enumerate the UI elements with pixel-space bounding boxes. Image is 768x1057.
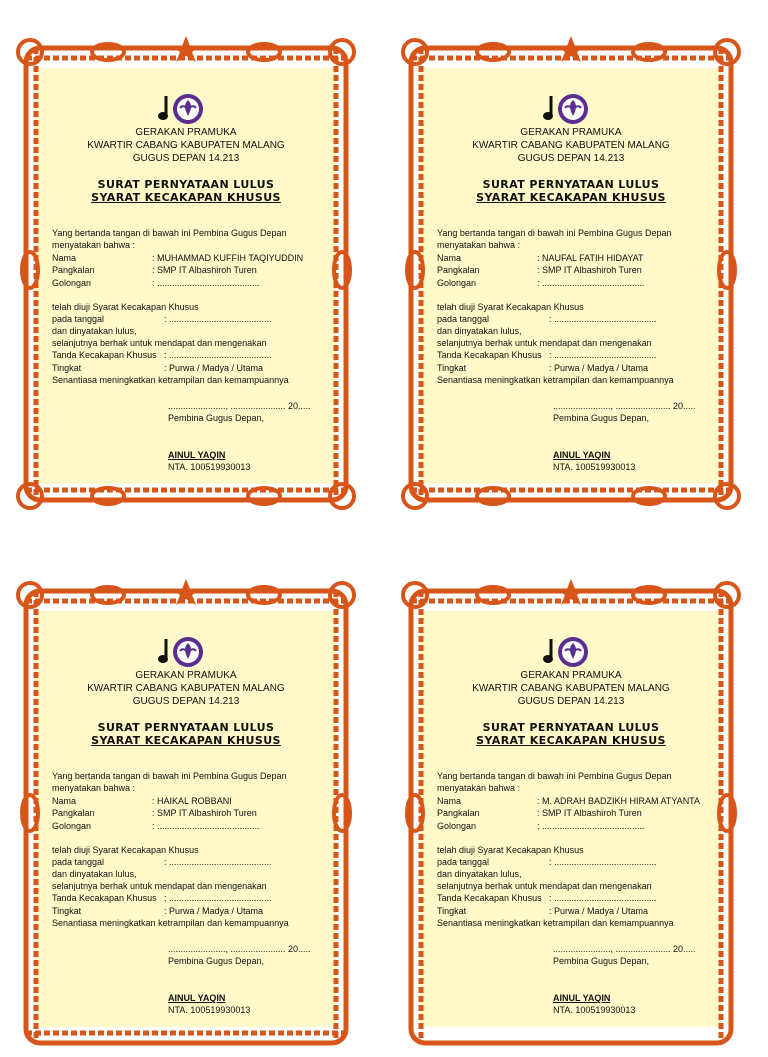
signature-date: ......................., ...................... 20..... [553,944,696,954]
field-label: pada tanggal [52,314,105,324]
field-value: : NAUFAL FATIH HIDAYAT [537,253,644,263]
field-value: : Purwa / Madya / Utama [549,906,649,916]
scout-logo [543,635,603,669]
field-tanggal [52,856,272,868]
body-text: selanjutnya berhak untuk mendapat dan mengenakan [52,881,267,891]
certificate-card [8,34,364,514]
field-label: Nama [52,253,77,263]
scout-logo [158,92,218,126]
field-label: Nama [437,253,462,263]
body-text: dan dinyatakan lulus, [52,326,137,336]
doc-title-line2: SYARAT KECAKAPAN KHUSUS [91,734,281,747]
doc-title-line1: SURAT PERNYATAAN LULUS [97,721,275,734]
body-text: telah diuji Syarat Kecakapan Khusus [437,845,584,855]
signature-role: Pembina Gugus Depan, [168,413,265,423]
body-text: selanjutnya berhak untuk mendapat dan mengenakan [437,338,652,348]
field-golongan [52,820,260,832]
field-value: : ......................................... [164,314,272,324]
org-name: GERAKAN PRAMUKA [135,127,237,138]
org-name: GERAKAN PRAMUKA [520,127,622,138]
branch-name: KWARTIR CABANG KABUPATEN MALANG [472,683,670,694]
field-tingkat [52,905,263,917]
signature-role: Pembina Gugus Depan, [553,956,650,966]
field-label: Golongan [437,278,477,288]
field-value: : ......................................... [537,821,645,831]
body-text: dan dinyatakan lulus, [52,869,137,879]
certificate-card [8,577,364,1057]
field-tanda [437,892,657,904]
body-text: Senantiasa meningkatkan ketrampilan dan kemampuannya [437,375,674,385]
org-name: GERAKAN PRAMUKA [520,670,622,681]
field-label: pada tanggal [437,857,490,867]
signature-role: Pembina Gugus Depan, [168,956,265,966]
field-nama [437,795,700,807]
field-value: : ......................................... [549,350,657,360]
field-value: : ......................................... [549,857,657,867]
intro-text: menyatakan bahwa : [437,783,521,793]
signature-role: Pembina Gugus Depan, [553,413,650,423]
field-value: : M. ADRAH BADZIKH HIRAM ATYANTA [537,796,701,806]
intro-text: menyatakan bahwa : [52,240,136,250]
field-label: Golongan [437,821,477,831]
signature-name: AINUL YAQIN [168,993,226,1003]
field-golongan [437,820,645,832]
intro-text: Yang bertanda tangan di bawah ini Pembina Gugus Depan [52,228,287,238]
field-label: Pangkalan [437,808,480,818]
field-label: Tingkat [52,363,82,373]
field-value: : ......................................... [164,857,272,867]
field-label: Golongan [52,278,92,288]
field-label: Tingkat [52,906,82,916]
unit-name: GUGUS DEPAN 14.213 [132,696,240,707]
field-label: Pangkalan [52,265,95,275]
body-text: telah diuji Syarat Kecakapan Khusus [52,302,199,312]
doc-title-line2: SYARAT KECAKAPAN KHUSUS [476,191,666,204]
field-label: pada tanggal [437,314,490,324]
scout-logo [543,92,603,126]
signature-nta: NTA. 100519930013 [168,462,251,472]
scout-logo [158,635,218,669]
field-value: : HAIKAL ROBBANI [152,796,232,806]
field-label: Nama [52,796,77,806]
field-value: : MUHAMMAD KUFFIH TAQIYUDDIN [152,253,304,263]
field-pangkalan [437,264,642,276]
field-tanda [52,892,272,904]
intro-text: menyatakan bahwa : [52,783,136,793]
field-value: : SMP IT Albashiroh Turen [537,265,642,275]
field-value: : ......................................... [152,278,260,288]
signature-name: AINUL YAQIN [553,993,611,1003]
field-label: pada tanggal [52,857,105,867]
field-value: : ......................................... [164,893,272,903]
field-value: : SMP IT Albashiroh Turen [537,808,642,818]
signature-nta: NTA. 100519930013 [553,462,636,472]
doc-title-line2: SYARAT KECAKAPAN KHUSUS [91,191,281,204]
field-value: : ......................................... [549,893,657,903]
signature-date: ......................., ...................... 20..... [553,401,696,411]
field-value: : SMP IT Albashiroh Turen [152,808,257,818]
field-value: : Purwa / Madya / Utama [549,363,649,373]
body-text: dan dinyatakan lulus, [437,326,522,336]
field-label: Tingkat [437,363,467,373]
body-text: selanjutnya berhak untuk mendapat dan mengenakan [52,338,267,348]
signature-date: ......................., ...................... 20..... [168,401,311,411]
body-text: telah diuji Syarat Kecakapan Khusus [52,845,199,855]
body-text: Senantiasa meningkatkan ketrampilan dan kemampuannya [52,918,289,928]
signature-nta: NTA. 100519930013 [168,1005,251,1015]
field-value: : ......................................... [152,821,260,831]
field-tanda [437,349,657,361]
field-tingkat [52,362,263,374]
signature-nta: NTA. 100519930013 [553,1005,636,1015]
field-value: : ......................................... [537,278,645,288]
branch-name: KWARTIR CABANG KABUPATEN MALANG [87,140,285,151]
field-label: Tanda Kecakapan Khusus [52,350,157,360]
field-label: Tanda Kecakapan Khusus [437,893,542,903]
field-label: Tingkat [437,906,467,916]
field-label: Tanda Kecakapan Khusus [437,350,542,360]
field-nama [437,252,644,264]
intro-text: Yang bertanda tangan di bawah ini Pembina Gugus Depan [437,228,672,238]
signature-name: AINUL YAQIN [168,450,226,460]
body-text: telah diuji Syarat Kecakapan Khusus [437,302,584,312]
field-label: Tanda Kecakapan Khusus [52,893,157,903]
unit-name: GUGUS DEPAN 14.213 [517,696,625,707]
field-tanggal [437,313,657,325]
body-text: Senantiasa meningkatkan ketrampilan dan kemampuannya [52,375,289,385]
body-text: selanjutnya berhak untuk mendapat dan mengenakan [437,881,652,891]
unit-name: GUGUS DEPAN 14.213 [517,153,625,164]
unit-name: GUGUS DEPAN 14.213 [132,153,240,164]
intro-text: menyatakan bahwa : [437,240,521,250]
branch-name: KWARTIR CABANG KABUPATEN MALANG [87,683,285,694]
field-value: : Purwa / Madya / Utama [164,363,264,373]
intro-text: Yang bertanda tangan di bawah ini Pembina Gugus Depan [52,771,287,781]
field-label: Golongan [52,821,92,831]
field-golongan [437,277,645,289]
branch-name: KWARTIR CABANG KABUPATEN MALANG [472,140,670,151]
field-value: : ......................................... [549,314,657,324]
field-label: Nama [437,796,462,806]
field-tanda [52,349,272,361]
signature-name: AINUL YAQIN [553,450,611,460]
field-nama [52,795,232,807]
doc-title-line1: SURAT PERNYATAAN LULUS [97,178,275,191]
field-value: : Purwa / Madya / Utama [164,906,264,916]
doc-title-line1: SURAT PERNYATAAN LULUS [482,178,660,191]
field-pangkalan [52,807,257,819]
field-tanggal [52,313,272,325]
field-pangkalan [52,264,257,276]
certificate-card [393,34,749,514]
field-tanggal [437,856,657,868]
field-nama [52,252,303,264]
doc-title-line2: SYARAT KECAKAPAN KHUSUS [476,734,666,747]
org-name: GERAKAN PRAMUKA [135,670,237,681]
doc-title-line1: SURAT PERNYATAAN LULUS [482,721,660,734]
field-label: Pangkalan [437,265,480,275]
field-label: Pangkalan [52,808,95,818]
field-value: : SMP IT Albashiroh Turen [152,265,257,275]
field-pangkalan [437,807,642,819]
field-tingkat [437,362,648,374]
field-golongan [52,277,260,289]
field-value: : ......................................... [164,350,272,360]
body-text: Senantiasa meningkatkan ketrampilan dan kemampuannya [437,918,674,928]
intro-text: Yang bertanda tangan di bawah ini Pembina Gugus Depan [437,771,672,781]
field-tingkat [437,905,648,917]
signature-date: ......................., ...................... 20..... [168,944,311,954]
body-text: dan dinyatakan lulus, [437,869,522,879]
certificate-card [393,577,749,1057]
